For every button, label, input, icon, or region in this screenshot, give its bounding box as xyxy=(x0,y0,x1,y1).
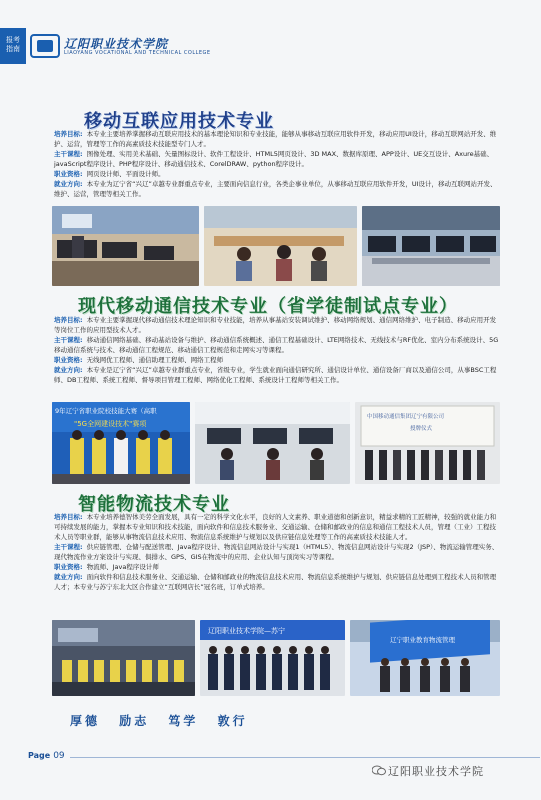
watermark-school-name: 辽阳职业技术学院 xyxy=(388,765,484,778)
section-item: 就业方向: 面向软件和信息技术服务业、交通运输、仓储和邮政业的物流信息技术应用、物流信息系统维护与规划、供应链信息处理到工程技术人员和管理人才；本专业与苏宁东北大区合作建立“互联网店长”冠名班，订单式培养。 xyxy=(54,573,497,591)
section-body-mobile-communication xyxy=(54,315,500,385)
section-item: 就业方向: 本专业为辽宁省“兴辽”卓越专业群重点专业，主要面向信息行业，各类企事业单位，从事移动互联应用软件开发，UI设计，移动互联网站开发、维护、运营，管理等相关工作。 xyxy=(54,180,497,198)
photo-computer-lab-2 xyxy=(362,206,500,286)
motto-word: 励志 xyxy=(119,714,150,728)
page-number: Page 09 xyxy=(28,751,65,761)
motto-word: 厚德 xyxy=(70,714,101,728)
school-motto xyxy=(70,712,260,729)
section-item: 培养目标: 本专业主要培养掌握移动互联应用技术的基本理论知识和专业技能，能够从事移动互联应用软件开发，移动应用UI设计，移动互联网站开发、维护、运营，管理等工作的高素质技术技能型专门人才。 xyxy=(54,130,497,148)
photo-award-ceremony xyxy=(355,402,500,484)
photo-suning-class xyxy=(200,620,345,696)
section-item: 培养目标: 本专业培养德智体美劳全面发展，具有一定的科学文化水平，良好的人文素养、职业道德和创新意识，精益求精的工匠精神，较强的就业能力和可持续发展的能力，掌握本专业知识和技术技能，面向软件和信息技术服务业、交通运输、仓储和邮政业的信息和通信工程技术人员，管理（工业）工程技术人员等职业群，能够从事物流信息技术应用、物流信息系统维护与规划以及供应链信息处理等工作的高素质技术技能人才。 xyxy=(54,513,497,541)
guide-side-tab: 报考 指南 xyxy=(0,28,26,64)
section-item: 职业资格: 网页设计师、平面设计师。 xyxy=(54,170,165,178)
photo-skills-competition xyxy=(52,402,190,484)
school-logo-icon xyxy=(30,34,60,58)
competition-sub-text: "5G全网建设技术"赛项 xyxy=(74,420,147,428)
motto-word: 敦行 xyxy=(217,714,248,728)
section-body-logistics xyxy=(54,512,500,592)
section-item: 主干课程: 移动通信网络基础、移动基站设备与维护、移动通信系统概述、通信工程基础设计、LTE网络技术、无线技术与RF优化、室内分布系统设计、5G移动通信系统与技术、移动通信工程规范、移动通信工程规范和走网实习等课程。 xyxy=(54,336,499,354)
section-title-logistics: 智能物流技术专业 xyxy=(78,494,230,515)
photo-logistics-training xyxy=(52,620,195,696)
ceremony-sub-text: 授牌仪式 xyxy=(410,426,433,432)
photo-students-classroom xyxy=(204,206,357,286)
competition-banner-text: 9年辽宁省职业院校技能大赛（高职 xyxy=(55,407,157,415)
photo-logistics-competition xyxy=(350,620,500,696)
section-item: 职业资格: 物流师、Java程序设计师 xyxy=(54,563,159,571)
school-name: 辽阳职业技术学院 xyxy=(64,37,169,51)
photo-communication-lab xyxy=(195,402,350,484)
page-header xyxy=(0,28,541,64)
section-item: 培养目标: 本专业主要掌握现代移动通信技术理论知识和专业技能，培养从事基站安装调试维护、移动网络规划、通信网络维护、电子制造、移动应用开发等岗位工作的应用型技术人才。 xyxy=(54,316,497,334)
section-body-mobile-internet xyxy=(54,129,500,199)
suning-banner-text: 辽阳职业技术学院—苏宁 xyxy=(208,627,285,635)
ceremony-banner-text: 中国移动通信集团辽宁有限公司 xyxy=(367,414,445,420)
section-item: 就业方向: 本专业是辽宁省“兴辽”卓越专业群重点专业，省级专业，学生就业面向通信研究所、通信设计单位、通信设备厂商以及通信公司，从事BSC工程师、DB工程师、系统工程师、督导项目管理工程师、网络优化工程师、系统设计工程师等相关工作。 xyxy=(54,366,497,384)
section-item: 主干课程: 图像处理、实用美术基础、矢量图标设计、软件工程设计、HTML5网页设计、3D MAX、数据库原理、APP设计、UE交互设计、Axure基础、javaScript程序设计、PHP程序设计、移动通信技术、CorelDRAW、python程序设计。 xyxy=(54,150,494,168)
section-item: 职业资格: 无线网优工程师、通信助理工程师、网络工程师 xyxy=(54,356,224,364)
section-item: 主干课程: 供应链管理、仓储与配送管理、Java程序设计、物流信息网站设计与实现1（HTML5）、物流信息网站设计与实现2（JSP）、物流运输管理实务、现代物流作业方案设计与实现、俱排水、GPS、GIS在物流中的应用、企业认知与顶岗实习等课程。 xyxy=(54,543,499,561)
section-title-mobile-communication: 现代移动通信技术专业（省学徒制试点专业） xyxy=(78,296,458,317)
photo-computer-lab-1 xyxy=(52,206,199,286)
footer-divider xyxy=(70,757,540,758)
logistics-banner-text: 辽宁职业教育物流管理 xyxy=(390,636,455,644)
motto-word: 笃学 xyxy=(168,714,199,728)
school-english-name: LIAOYANG VOCATIONAL AND TECHNICAL COLLEGE xyxy=(64,50,211,56)
section-title-mobile-internet: 移动互联应用技术专业 xyxy=(84,111,274,132)
wechat-icon xyxy=(372,765,386,776)
